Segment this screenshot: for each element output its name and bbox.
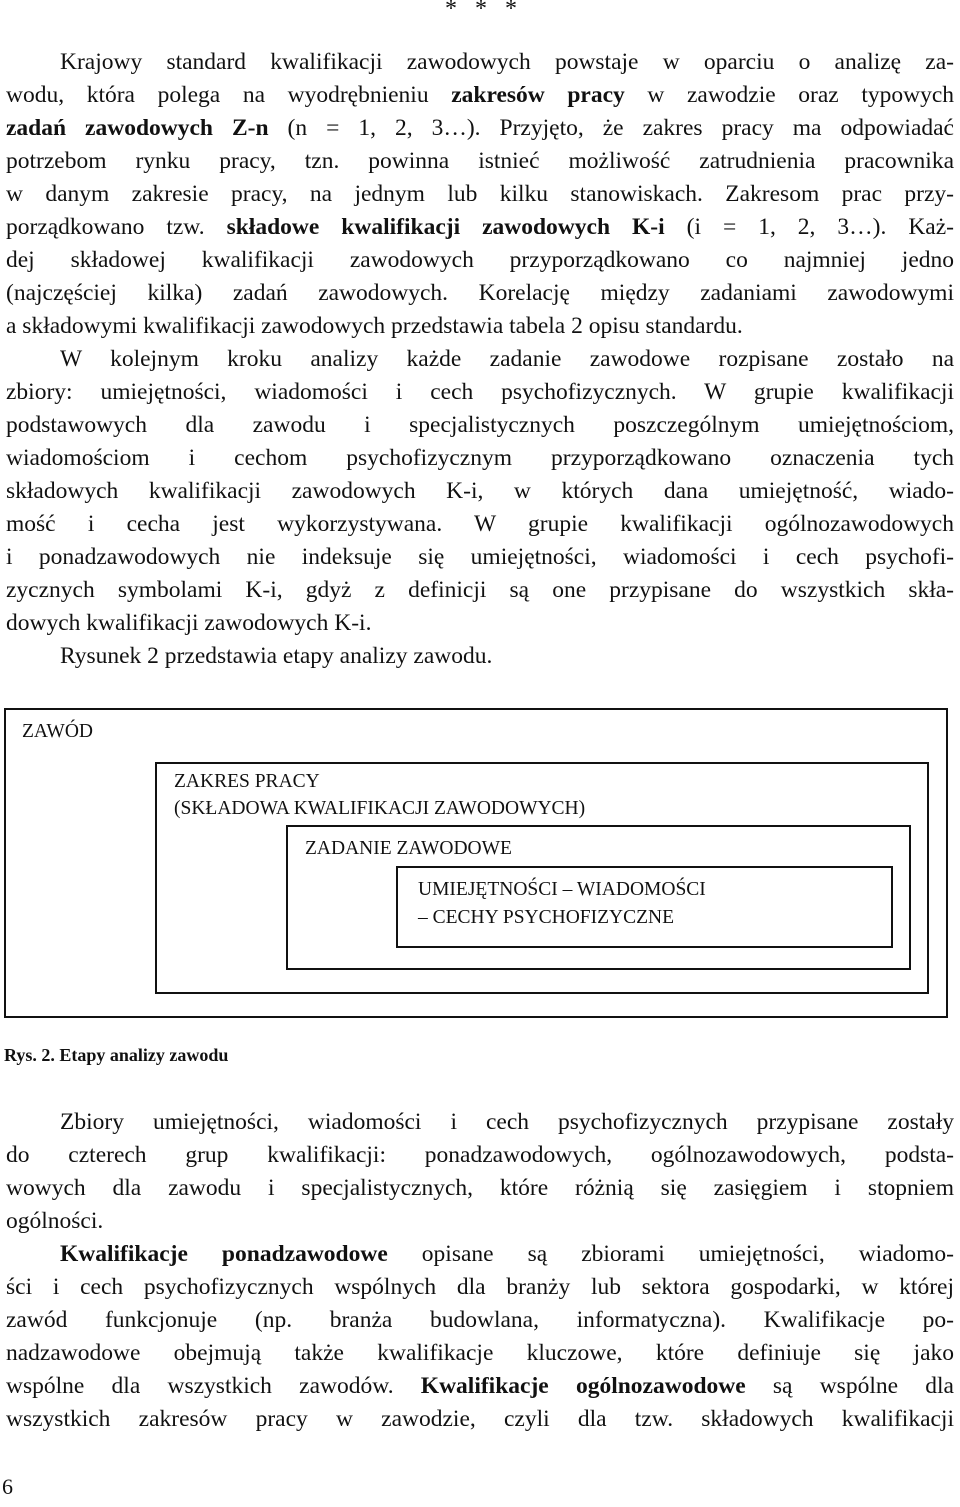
text-line: wowych dla zawodu i specjalistycznych, które różnią się zasięgiem i stopniem xyxy=(6,1175,954,1201)
page-number: 6 xyxy=(2,1474,13,1499)
label-traits: – CECHY PSYCHOFIZYCZNE xyxy=(418,907,675,928)
text-line: ści i cech psychofizycznych wspólnych dla branży lub sektora gospodarki, w której xyxy=(6,1274,954,1300)
text-line: składowych kwalifikacji zawodowych K-i, w których dana umiejętność, wiado- xyxy=(6,478,954,504)
text-line: wiadomościom i cechom psychofizycznym przyporządkowano oznaczenia tych xyxy=(6,445,954,471)
label-skills: UMIEJĘTNOŚCI – WIADOMOŚCI xyxy=(418,879,706,900)
text-line: dej składowej kwalifikacji zawodowych przyporządkowano co najmniej jedno xyxy=(6,247,954,273)
text-line: W kolejnym kroku analizy każde zadanie zawodowe rozpisane zostało na xyxy=(60,346,954,372)
text-line: wspólne dla wszystkich zawodów. Kwalifikacje ogólnozawodowe są wspólne dla xyxy=(6,1373,954,1399)
label-profession: ZAWÓD xyxy=(22,721,94,742)
figure-reference: Rysunek 2 przedstawia etapy analizy zawodu. xyxy=(60,643,493,669)
text-line: podstawowych dla zawodu i specjalistycznych poszczególnym umiejętnościom, xyxy=(6,412,954,438)
text-line: dowych kwalifikacji zawodowych K-i. xyxy=(6,610,372,636)
text-line: do czterech grup kwalifikacji: ponadzawodowych, ogólnozawodowych, podsta- xyxy=(6,1142,954,1168)
text-line: zawód funkcjonuje (np. branża budowlana, informatyczna). Kwalifikacje po- xyxy=(6,1307,954,1333)
text-line: Krajowy standard kwalifikacji zawodowych powstaje w oparciu o analizę za- xyxy=(60,49,954,75)
text-line: potrzebom rynku pracy, tzn. powinna istnieć możliwość zatrudnienia pracownika xyxy=(6,148,954,174)
text-line: wszystkich zakresów pracy w zawodzie, czyli dla tzw. składowych kwalifikacji xyxy=(6,1406,954,1432)
text-line: Zbiory umiejętności, wiadomości i cech psychofizycznych przypisane zostały xyxy=(60,1109,954,1135)
label-qualification-component: (SKŁADOWA KWALIFIKACJI ZAWODOWYCH) xyxy=(174,798,586,819)
text-line: wodu, która polega na wyodrębnieniu zakresów pracy w zawodzie oraz typowych xyxy=(6,82,955,108)
text-line: nadzawodowe obejmują także kwalifikacje kluczowe, które definiuje się jako xyxy=(6,1340,954,1366)
text-line: i ponadzawodowych nie indeksuje się umiejętności, wiadomości i cech psychofi- xyxy=(6,544,954,570)
label-work-scope: ZAKRES PRACY xyxy=(174,771,320,792)
text-line: Kwalifikacje ponadzawodowe opisane są zbiorami umiejętności, wiadomo- xyxy=(60,1241,954,1267)
figure-caption: Rys. 2. Etapy analizy zawodu xyxy=(4,1045,229,1065)
text-line: zycznych symbolami K-i, gdyż z definicji są one przypisane do wszystkich skła- xyxy=(6,577,954,603)
text-line: w danym zakresie pracy, na jednym lub kilku stanowiskach. Zakresom prac przy- xyxy=(6,181,954,207)
text-line: zadań zawodowych Z-n (n = 1, 2, 3…). Przyjęto, że zakres pracy ma odpowiadać xyxy=(6,115,954,141)
label-task: ZADANIE ZAWODOWE xyxy=(305,838,512,859)
section-separator: * * * xyxy=(445,0,523,22)
text-line: porządkowano tzw. składowe kwalifikacji zawodowych K-i (i = 1, 2, 3…). Każ- xyxy=(6,214,954,240)
text-line: ogólności. xyxy=(6,1208,104,1234)
text-line: (najczęściej kilka) zadań zawodowych. Korelację między zadaniami zawodowymi xyxy=(6,280,954,306)
text-line: zbiory: umiejętności, wiadomości i cech psychofizycznych. W grupie kwalifikacji xyxy=(6,379,954,405)
text-line: mość i cecha jest wykorzystywana. W grupie kwalifikacji ogólnozawodowych xyxy=(6,511,954,537)
text-line: a składowymi kwalifikacji zawodowych przedstawia tabela 2 opisu standardu. xyxy=(6,313,743,339)
